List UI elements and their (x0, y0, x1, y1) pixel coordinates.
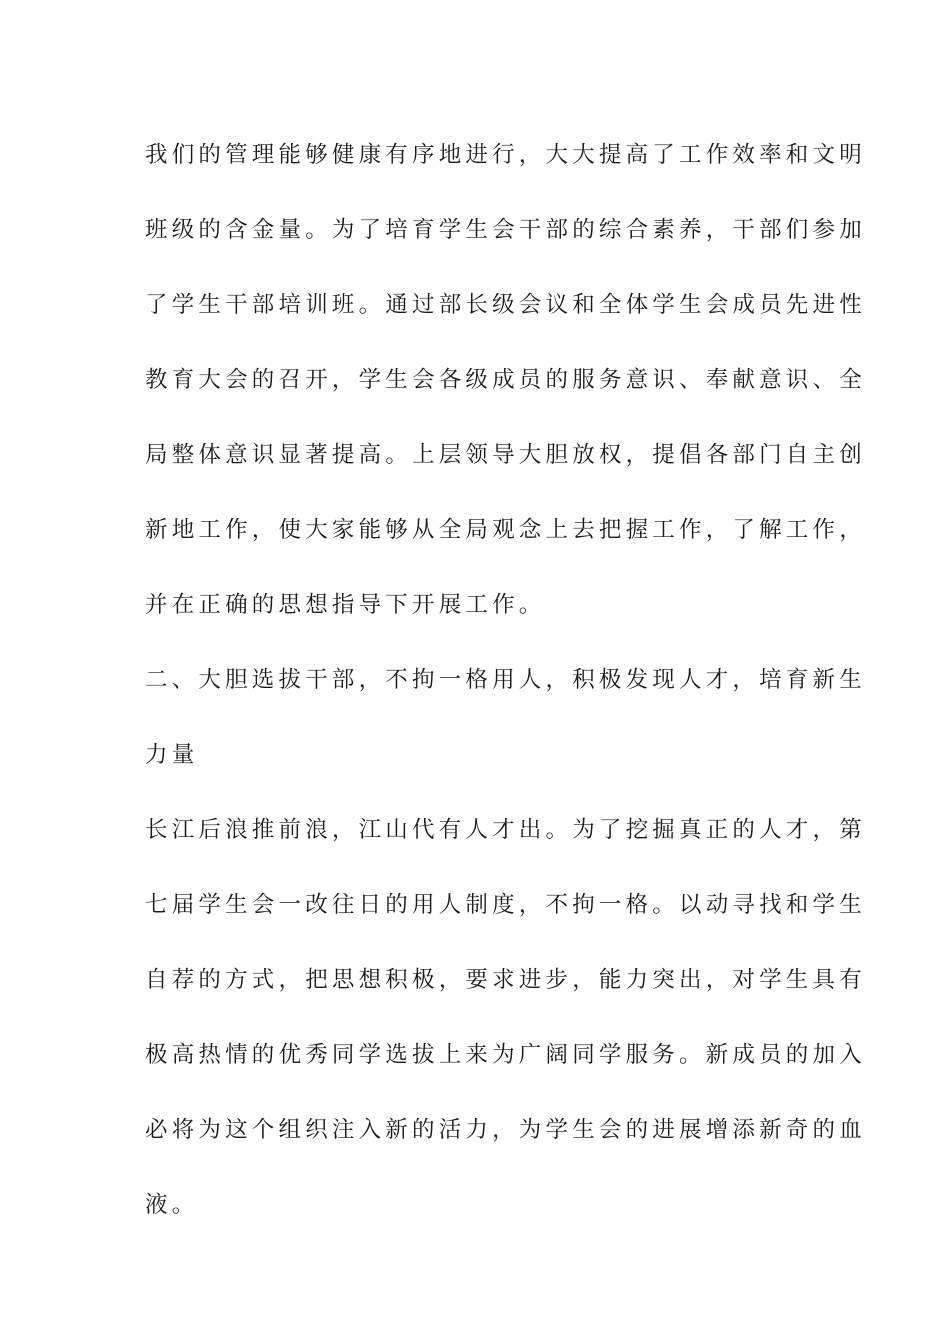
paragraph-line: 教育大会的召开，学生会各级成员的服务意识、奉献意识、全 (145, 367, 866, 393)
document-body (145, 133, 866, 1258)
paragraph-line: 局整体意识显著提高。上层领导大胆放权，提倡各部门自主创 (145, 442, 866, 468)
paragraph-line: 七届学生会一改往日的用人制度，不拘一格。以动寻找和学生 (145, 892, 866, 918)
section-heading-line: 二、大胆选拔干部，不拘一格用人，积极发现人才，培育新生 (145, 667, 866, 693)
paragraph-line: 必将为这个组织注入新的活力，为学生会的进展增添新奇的血 (145, 1117, 866, 1143)
paragraph-line: 新地工作，使大家能够从全局观念上去把握工作，了解工作， (145, 517, 866, 543)
paragraph-line: 我们的管理能够健康有序地进行，大大提高了工作效率和文明 (145, 142, 866, 168)
paragraph-line: 自荐的方式，把思想积极，要求进步，能力突出，对学生具有 (145, 967, 866, 993)
paragraph-line: 并在正确的思想指导下开展工作。 (145, 592, 546, 618)
paragraph-line: 班级的含金量。为了培育学生会干部的综合素养，干部们参加 (145, 217, 866, 243)
paragraph-line: 液。 (145, 1192, 199, 1218)
paragraph-line: 了学生干部培训班。通过部长级会议和全体学生会成员先进性 (145, 292, 866, 318)
section-heading-line: 力量 (145, 742, 199, 768)
paragraph-line: 长江后浪推前浪，江山代有人才出。为了挖掘真正的人才，第 (145, 817, 866, 843)
paragraph-line: 极高热情的优秀同学选拔上来为广阔同学服务。新成员的加入 (145, 1042, 866, 1068)
